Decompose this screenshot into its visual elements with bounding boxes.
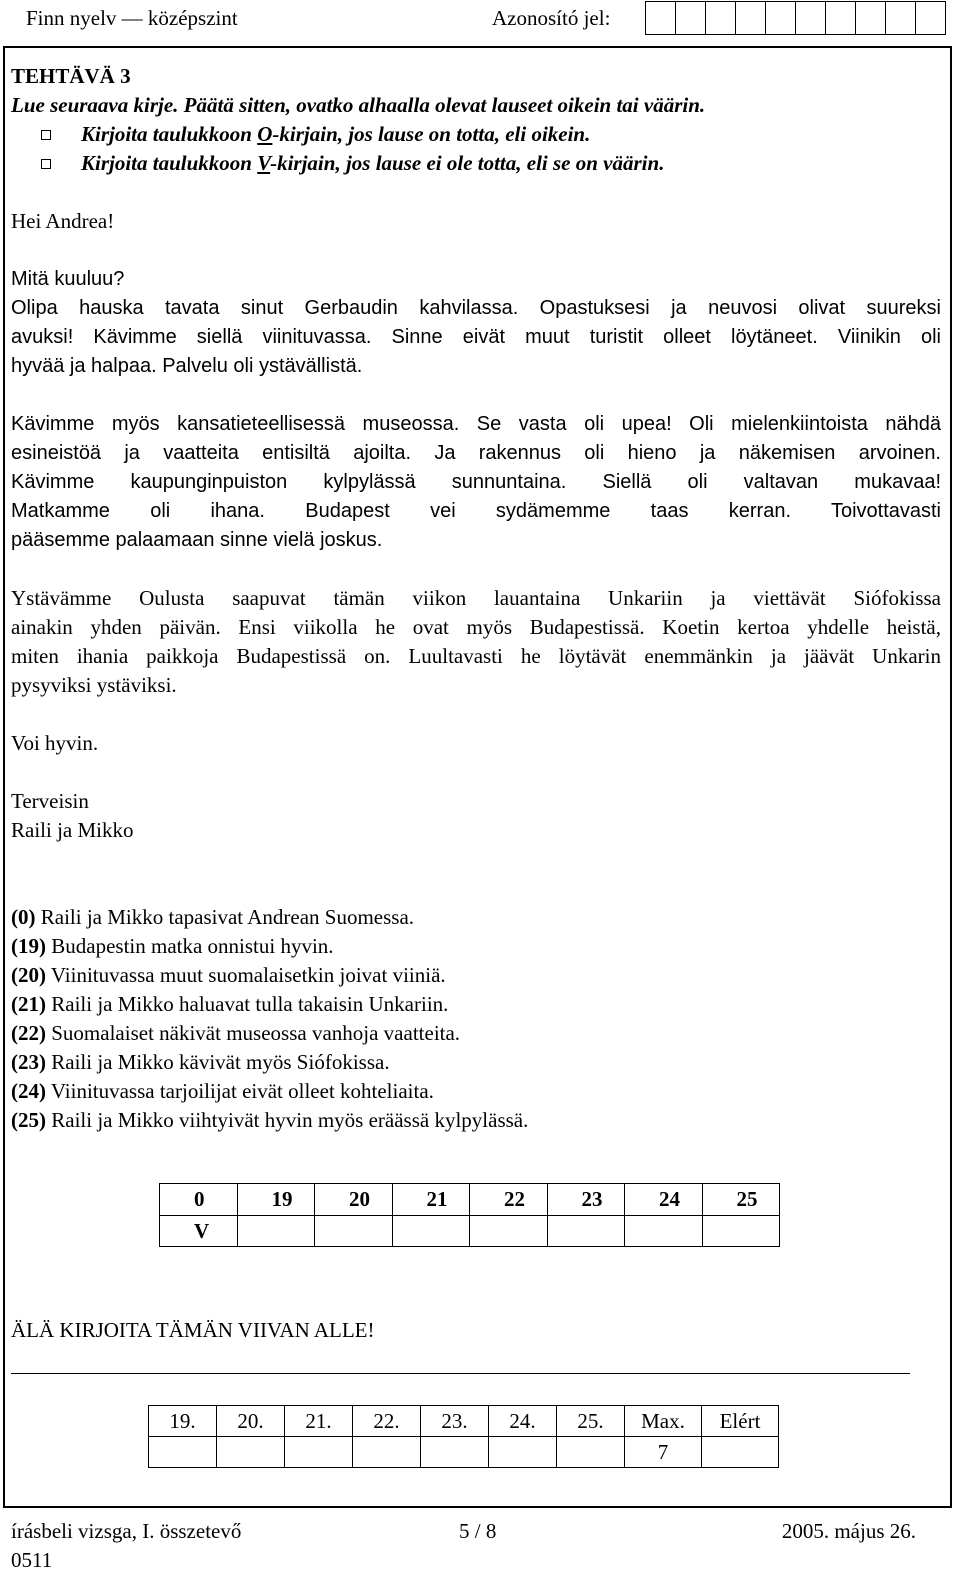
instruction-bullet [11, 149, 941, 178]
task-instruction: Lue seuraava kirje. Päätä sitten, ovatko alhaalla olevat lauseet oikein tai väärin. [11, 93, 706, 117]
statement-item [11, 990, 941, 1019]
answer-input-cell[interactable] [702, 1216, 780, 1247]
score-value-cell [489, 1437, 557, 1468]
bullet-letter: V [257, 151, 271, 175]
statement-item [11, 1019, 941, 1048]
score-value-cell [421, 1437, 489, 1468]
bullet-text-post: -kirjain, jos lause ei ole totta, eli se on väärin. [270, 151, 665, 175]
score-value-cell [149, 1437, 217, 1468]
score-header-cell: 20. [217, 1406, 285, 1437]
score-table-header-row [149, 1406, 779, 1437]
score-header-cell: 19. [149, 1406, 217, 1437]
letter-line: Ystävämme Oulusta saapuvat tämän viikon lauantaina Unkariin ja viettävät Siófokissa [11, 586, 941, 610]
statement-number: (0) [11, 905, 36, 929]
subject-label: Finn nyelv — középszint [26, 6, 238, 30]
letter-line: pysyviksi ystäviksi. [11, 673, 177, 697]
id-digit-box[interactable] [645, 1, 677, 35]
letter-line: avuksi! Kävimme siellä viinituvassa. Sinne eivät muut turistit olleet löytäneet. Viinikin oli [11, 326, 941, 348]
statement-text: Raili ja Mikko haluavat tulla takaisin Unkariin. [46, 992, 449, 1016]
letter-line: Olipa hauska tavata sinut Gerbaudin kahvilassa. Opastuksesi ja neuvosi olivat suureksi [11, 297, 941, 319]
task-content [11, 62, 941, 1135]
bullet-text-post: -kirjain, jos lause on totta, eli oikein. [272, 122, 591, 146]
answer-header-cell: 25 [702, 1184, 780, 1216]
letter-line: Kävimme myös kansatieteellisessä museossa. Se vasta oli upea! Oli mielenkiintoista nähdä [11, 413, 941, 435]
task-title: TEHTÄVÄ 3 [11, 64, 131, 88]
score-header-cell: 25. [557, 1406, 625, 1437]
id-label: Azonosító jel: [492, 6, 611, 30]
statement-item [11, 961, 941, 990]
score-value-cell [285, 1437, 353, 1468]
score-header-cell: 23. [421, 1406, 489, 1437]
score-value-cell [217, 1437, 285, 1468]
answer-input-cell[interactable] [625, 1216, 703, 1247]
answer-table-header-row [160, 1184, 780, 1216]
letter-signature: Raili ja Mikko [11, 818, 134, 842]
answer-header-cell: 22 [470, 1184, 548, 1216]
answer-header-cell: 20 [315, 1184, 393, 1216]
statement-item [11, 903, 941, 932]
id-boxes [646, 1, 946, 35]
letter-line: pääsemme palaamaan sinne vielä joskus. [11, 529, 383, 551]
answer-input-cell[interactable] [547, 1216, 625, 1247]
statement-number: (21) [11, 992, 46, 1016]
checkbox-bullet-icon [41, 159, 51, 169]
score-header-cell: 24. [489, 1406, 557, 1437]
instruction-bullets [11, 120, 941, 178]
answer-input-cell[interactable] [237, 1216, 315, 1247]
answer-table [159, 1183, 780, 1247]
score-table-value-row [149, 1437, 779, 1468]
letter-line: Kävimme kaupunginpuiston kylpylässä sunnuntaina. Siellä oli valtavan mukavaa! [11, 471, 941, 493]
score-value-cell: 7 [625, 1437, 702, 1468]
answer-header-cell: 24 [625, 1184, 703, 1216]
bullet-text [81, 149, 664, 178]
statement-number: (19) [11, 934, 46, 958]
answer-input-cell[interactable] [315, 1216, 393, 1247]
id-digit-box[interactable] [735, 1, 767, 35]
statement-text: Raili ja Mikko tapasivat Andrean Suomessa. [35, 905, 415, 929]
letter-paragraph-3 [11, 584, 941, 700]
id-digit-box[interactable] [885, 1, 917, 35]
bullet-letter: O [257, 122, 273, 146]
score-header-cell: Max. [625, 1406, 702, 1437]
letter-line: Mitä kuuluu? [11, 268, 125, 290]
id-digit-box[interactable] [915, 1, 947, 35]
statement-text: Raili ja Mikko kävivät myös Siófokissa. [46, 1050, 390, 1074]
statement-number: (24) [11, 1079, 46, 1103]
letter-line: Matkamme oli ihana. Budapest vei sydämemme taas kerran. Toivottavasti [11, 500, 941, 522]
statement-number: (25) [11, 1108, 46, 1132]
id-digit-box[interactable] [705, 1, 737, 35]
cut-line [11, 1373, 910, 1374]
statement-item [11, 1048, 941, 1077]
id-digit-box[interactable] [825, 1, 857, 35]
footer-page-number: 5 / 8 [459, 1519, 497, 1543]
score-table [148, 1405, 779, 1468]
letter-closing: Terveisin [11, 789, 89, 813]
answer-header-cell: 23 [547, 1184, 625, 1216]
letter-line: miten ihania paikkoja Budapestissä on. Luultavasti he löytävät enemmänkin ja jäävät Unkarin [11, 644, 941, 668]
instruction-bullet [11, 120, 941, 149]
statement-text: Raili ja Mikko viihtyivät hyvin myös eräässä kylpylässä. [46, 1108, 529, 1132]
checkbox-bullet-icon [41, 130, 51, 140]
id-digit-box[interactable] [765, 1, 797, 35]
statement-text: Viinituvassa tarjoilijat eivät olleet kohteliaita. [46, 1079, 434, 1103]
letter-paragraph-1 [11, 265, 941, 381]
no-write-notice: ÄLÄ KIRJOITA TÄMÄN VIIVAN ALLE! [11, 1318, 375, 1342]
letter-line: hyvää ja halpaa. Palvelu oli ystävällistä. [11, 355, 363, 377]
score-value-cell [353, 1437, 421, 1468]
page-header [0, 0, 960, 44]
statement-item [11, 932, 941, 961]
statement-number: (22) [11, 1021, 46, 1045]
bullet-text-pre: Kirjoita taulukkoon [81, 122, 258, 146]
letter-line: esineistöä ja vaatteita entisiltä ajoilta. Ja rakennus oli hieno ja näkemisen arvoinen. [11, 442, 941, 464]
letter-line: ainakin yhden päivän. Ensi viikolla he ovat myös Budapestissä. Koetin kertoa yhdelle heistä, [11, 615, 941, 639]
footer-exam-label: írásbeli vizsga, I. összetevő [11, 1519, 242, 1543]
statement-number: (23) [11, 1050, 46, 1074]
statement-item [11, 1077, 941, 1106]
answer-header-cell: 21 [392, 1184, 470, 1216]
letter-greeting: Hei Andrea! [11, 209, 115, 233]
id-digit-box[interactable] [795, 1, 827, 35]
statement-number: (20) [11, 963, 46, 987]
score-header-cell: Elért [702, 1406, 779, 1437]
letter-farewell: Voi hyvin. [11, 731, 99, 755]
bullet-text-pre: Kirjoita taulukkoon [81, 151, 258, 175]
footer-date: 2005. május 26. [781, 1519, 916, 1543]
statement-text: Suomalaiset näkivät museossa vanhoja vaatteita. [46, 1021, 461, 1045]
score-header-cell: 22. [353, 1406, 421, 1437]
score-value-cell [557, 1437, 625, 1468]
id-digit-box[interactable] [855, 1, 887, 35]
score-header-cell: 21. [285, 1406, 353, 1437]
footer-code: 0511 [11, 1548, 53, 1572]
answer-input-cell: V [160, 1216, 238, 1247]
letter-paragraph-2 [11, 410, 941, 555]
id-digit-box[interactable] [675, 1, 707, 35]
bullet-text [81, 120, 590, 149]
score-value-cell [702, 1437, 779, 1468]
answer-input-cell[interactable] [470, 1216, 548, 1247]
statements-list [11, 903, 941, 1135]
statement-text: Viinituvassa muut suomalaisetkin joivat viiniä. [46, 963, 446, 987]
statement-item [11, 1106, 941, 1135]
answer-header-cell: 0 [160, 1184, 238, 1216]
answer-table-answer-row [160, 1216, 780, 1247]
answer-input-cell[interactable] [392, 1216, 470, 1247]
answer-header-cell: 19 [237, 1184, 315, 1216]
statement-text: Budapestin matka onnistui hyvin. [46, 934, 334, 958]
